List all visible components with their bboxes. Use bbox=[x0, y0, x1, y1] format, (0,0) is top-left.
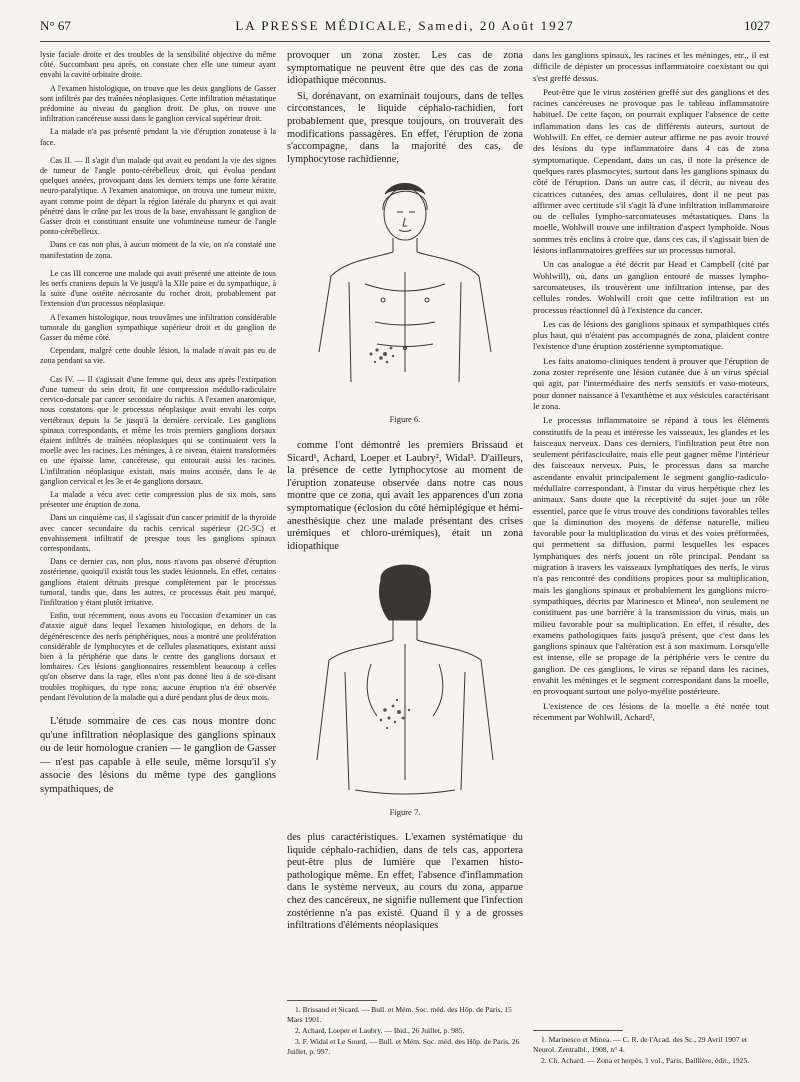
footnotes-right bbox=[533, 1030, 769, 1067]
paragraph: A l'examen histologique, nous trouvâmes une infiltration considérable tumorale du ganglion sympathique supérieur droit et du ganglion de Gasser du même côté. bbox=[40, 312, 276, 343]
column-left bbox=[40, 50, 276, 800]
figure-7-illustration bbox=[295, 560, 515, 805]
paragraph: Si, dorénavant, on examinait toujours, dans de telles circonstances, le liquide céphalo-rachidien, fort probablement que, presque toujours, on trouverait des modifications passagères. En effet, l'éruption de zona s'accompagne, dans la majorité des cas, de lymphocytose rachidienne, bbox=[287, 90, 523, 165]
paragraph: A l'examen histologique, on trouve que les deux ganglions de Gasser sont infiltrés par des traînées néoplasiques. Cette infiltration métastatique prédomine au niveau du ganglion droit. De plus, on trouve une infiltration cancéreuse aussi dans le ganglion cervical supérieur droit. bbox=[40, 83, 276, 124]
paragraph-case-4: Cas IV. — Il s'agissait d'une femme qui, deux ans après l'extirpation d'une tumeur du sein droit, fit une compression médullo-radiculaire cervico-dorsale par cancer secondaire du rachis. A l'examen anatomique, nous constatons que le processus néoplasique avait envahi les corps vertébraux depuis la 5e jusqu'à la dernière cervicale. Les ganglions spinaux correspondants, et même les trois premiers ganglions dorsaux étaient infiltrés de traînées néoplasiques qui se continuaient vers la moelle avec les racines. Les méninges, à ce niveau, étaient transformées en une épaisse lame, cancéreuse, qui entourait aussi les racines. L'infiltration néoplasique existait, mais moins accusée, dans le 4e ganglion cervical et les 3e et 4e ganglions dorsaux. bbox=[40, 374, 276, 486]
paragraph: Dans ce dernier cas, non plus, nous n'avons pas observé d'éruption zostérienne, quoiqu'il existât tous les stades lésionnels. En effet, certains ganglions étaient détruits presque complètement par le processus tumoral, tandis que, dans les autres, ce processus était peu marqué, l'infiltration y étant plutôt irritative. bbox=[40, 557, 276, 607]
paragraph: Enfin, tout récemment, nous avons eu l'occasion d'examiner un cas d'ataxie aiguë dans lequel l'examen histologique, en dehors de la dégénérescence des nerfs périphériques, nous a montré une prolifération considérable de lymphocytes et de cellules plasmatiques, existant aussi bien à la périphérie que dans le centre des ganglions dorsaux et lombaires. Ces lésions ganglionnaires ressemblent beaucoup à celles qu'on observe dans la rage, elles n'ont pas donné lieu à de soi-disant troubles trophiques, du type zona; aucune éruption n'a été observée pendant l'évolution de la maladie qui a duré pendant plus de deux mois. bbox=[40, 611, 276, 702]
footnote-2: 2. Ch. Achard. — Zona et herpès, 1 vol., Paris, Baillière, édit., 1925. bbox=[541, 1056, 750, 1065]
header-rule bbox=[40, 41, 770, 42]
column-middle bbox=[287, 50, 523, 169]
paragraph: Cependant, malgré cette double lésion, la malade n'avait pas eu de zona pendant sa vie. bbox=[40, 346, 276, 366]
col2-intro bbox=[287, 50, 523, 166]
paragraph: dans les ganglions spinaux, les racines et les méninges, etc., il est difficile de dépister un processus inflammatoire coexistant ou qui s'est greffé dessus. bbox=[533, 50, 769, 83]
footnote-1: 1. Brissaud et Sicard. — Bull. et Mém. Soc. méd. des Hôp. de Paris, 15 Mars 1901. bbox=[287, 1005, 512, 1024]
figure-7-caption: Figure 7. bbox=[389, 807, 421, 817]
paragraph: La malade n'a pas présenté pendant la vie d'éruption zonateuse à la face. bbox=[40, 127, 276, 147]
footnote-2: 2. Achard, Loeper et Laubry. — Ibid., 26 Juillet, p. 985. bbox=[295, 1026, 465, 1035]
column-right bbox=[533, 50, 769, 726]
page-header bbox=[40, 18, 770, 38]
paragraph: Dans ce cas non plus, à aucun moment de la vie, on n'a constaté une manifestation de zona. bbox=[40, 240, 276, 260]
paragraph: Un cas analogue a été décrit par Head et Campbell (cité par Wohlwill), où, dans un ganglion entouré de masses lympho-sarcomateuses, ils trouvèrent une infiltration intense, par des cellules rondes. Wohlwill croit que cette infiltration est un processus réactionnel dû à l'existence du cancer. bbox=[533, 259, 769, 315]
paragraph-case-3: Le cas III concerne une malade qui avait présenté une atteinte de tous les nerfs craniens depuis la Ve jusqu'à la XIIe paire et du sympathique, à la suite d'une ostéite nécrosante du rocher droit, probablement par l'extension d'un processus néoplasique. bbox=[40, 268, 276, 309]
paragraph: des plus caractéristiques. L'examen systématique du liquide céphalo-rachidien, dans de tels cas, apportera peut-être plus de lumière que l'examen histo-pathologique même. En effet, l'absence d'inflammation dans le système nerveux, au cours du zona, apparue chez des cancéreux, ne signifie nullement que l'infection zostérienne n'a pas existé. Quand il y a de grosses infiltrations d'éléments néoplasiques bbox=[287, 832, 523, 932]
footnote-1: 1. Marinesco et Minea. — C. R. de l'Acad. des Sc., 29 Avril 1907 et Neurol. Zentralbl., 1908, n° 4. bbox=[533, 1035, 748, 1054]
journal-title: LA PRESSE MÉDICALE, Samedi, 20 Août 1927 bbox=[235, 18, 575, 33]
page-number: 1027 bbox=[744, 18, 770, 33]
paragraph-conclusion: L'étude sommaire de ces cas nous montre donc qu'une infiltration néoplasique des ganglions spinaux ou de leur homologue cranien — le ganglion de Gasser — n'est pas capable à elle seule, même lorsqu'il s'y associe des lésions du même type des ganglions sympathiques, de bbox=[40, 715, 276, 795]
paragraph: comme l'ont démontré les premiers Brissaud et Sicard¹, Achard, Loeper et Laubry², Widal³. D'ailleurs, la présence de cette lymphocytose au moment de l'éruption zonateuse observée dans notre cas nous montre que ce zona, qui avait les apparences d'un zona symptomatique (éclosion du côté hémiplégique et hémi-anesthésique chez une malade présentant des crises urémiques et chloro-urémiques), était un zona idiopathique bbox=[287, 440, 523, 552]
column-middle-end bbox=[287, 832, 523, 936]
footnote-rule bbox=[287, 1000, 377, 1001]
col3-body bbox=[533, 50, 769, 723]
paragraph: Dans un cinquième cas, il s'agissait d'un cancer primitif de la thyroïde avec cancer secondaire du rachis cervical supérieur (2C-5C) et envahissement infiltratif de presque tous les ganglions spinaux correspondants. bbox=[40, 513, 276, 553]
paragraph: La malade a vécu avec cette compression plus de six mois, sans présenter une éruption de zona. bbox=[40, 489, 276, 510]
footnote-3: 3. F. Widal et Le Sourd. — Bull. et Mém. Soc. méd. des Hôp. de Paris, 26 Juillet, p. 997. bbox=[287, 1037, 520, 1056]
case-reports bbox=[40, 50, 276, 703]
column-middle-cont bbox=[287, 440, 523, 556]
paragraph: Peut-être que le virus zostérien greffé sur des ganglions et des racines cancéreuses ne provoque pas le tableau inflammatoire habituel. De cette façon, on pourrait expliquer l'absence de cette inflammation dans les cas de différents auteurs, surtout de Wohlwill. En effet, ce dernier auteur affirme ne pas avoir trouvé des lésions du type inflammatoire dans 4 cas de zona symptomatique. Cependant, dans un cas, il note la présence de quelques rares plasmocytes, surtout dans les ganglions spinaux du côté de l'éruption. Dans un autre cas, il décrit, au niveau des cicatrices cutanées, des amas cellulaires, dont il ne peut pas affirmer avec certitude s'il s'agit là d'une infiltration inflammatoire ou de cellules lympho-sarcomateuses métastatiques. Dans la moelle, Wohlwill trouve une infiltration d'aspect lymphoïde. Nous sommes très enclins à croire que, dans ces cas, il s'agissait bien de lésions inflammatoires greffées sur un processus tumoral. bbox=[533, 86, 769, 256]
figure-6 bbox=[287, 172, 523, 424]
paragraph: provoquer un zona zoster. Les cas de zona symptomatique ne peuvent être que des cas de zona idiopathique méconnus. bbox=[287, 50, 523, 87]
footnotes-middle bbox=[287, 1000, 523, 1058]
paragraph: lysie faciale droite et des troubles de la sensibilité objective du même côté. Succombant peu après, on constate chez elle une tumeur ayant envahi la cavité orbitaire droite. bbox=[40, 50, 276, 80]
footnote-rule bbox=[533, 1030, 623, 1031]
paragraph: Les faits anatomo-cliniques tendent à prouver que l'éruption de zona zoster représente une lésion cutanée due à un virus spécial qui agit, par l'intermédiaire des nerfs sensitifs et vaso-moteurs, pour donner naissance à l'exanthème et aux vésicules caractérisant le zona. bbox=[533, 355, 769, 411]
figure-7 bbox=[287, 560, 523, 817]
issue-number: N° 67 bbox=[40, 18, 71, 33]
figure-6-caption: Figure 6. bbox=[389, 414, 421, 424]
figure-6-illustration bbox=[305, 172, 505, 412]
paragraph: L'existence de ces lésions de la moelle a été notée tout récemment par Wohlwill, Achard², bbox=[533, 700, 769, 722]
paragraph: Les cas de lésions des ganglions spinaux et sympathiques cités plus haut, qui n'étaient pas accompagnés de zona, plaident contre l'existence d'une éruption zostérienne symptomatique. bbox=[533, 318, 769, 352]
paragraph-case-2: Cas II. — Il s'agit d'un malade qui avait eu pendant la vie des signes de tumeur de l'angle ponto-cérébelleux droit, qui évolua pendant quelques années, provoquant dans les derniers temps une forte kératite neuro-paralytique. A l'examen anatomique, on trouva une tumeur mixte, ayant comme point de départ la région latérale du pharynx et qui avait pénétré dans le crâne par les trous de la base, envahissant le ganglion de Gasser droit et constituant ensuite une volumineuse tumeur de l'angle ponto-cérébelleux. bbox=[40, 155, 276, 237]
paragraph: Le processus inflammatoire se répand à tous les éléments constitutifs de la peau et intéresse les vaisseaux, les glandes et les faisceaux nerveux. Dans ces derniers, l'infiltration peut être non seulement périfasciculaire, mais elle peut gagner même l'intérieur des faisceaux nerveux. Puis, le processus dans sa marche ascendante envahit principalement le segment ganglio-radiculo-médullaire correspondant, à l'instar du virus herpétique chez les animaux. Sans doute que la réceptivité du sujet joue un rôle essentiel, parce que le virus trouve des conditions favorables telles que la diminution des moyens de défense naturelle, milieu favorable pour la multiplication du virus et des voies préformées, qui permettent sa diffusion, parmi lesquelles les espaces lymphatiques des nerfs jouent un rôle principal. Pendant sa migration à travers les vaisseaux lymphatiques des nerfs, le virus n'a pas rencontré des conditions propices pour sa multiplication, mais les ganglions spinaux et probablement les ganglions micro-sympathiques, décrits par Marinesco et Minea¹, non seulement ne constituent pas une barrière à la transmission du virus, mais un milieu favorable pour sa multiplication. En effet, il résulte, des examens pathologiques faits jusqu'à présent, que c'est dans les ganglions spinaux que l'altération est à son maximum. Lorsqu'elle est intense, elle se propage de la périphérie vers le centre du ganglion. De ces ganglions, le virus se répand dans les racines, envahit les méninges et le segment correspondant dans la moelle, en provoquant surtout une polyo-myélite postérieure. bbox=[533, 415, 769, 697]
